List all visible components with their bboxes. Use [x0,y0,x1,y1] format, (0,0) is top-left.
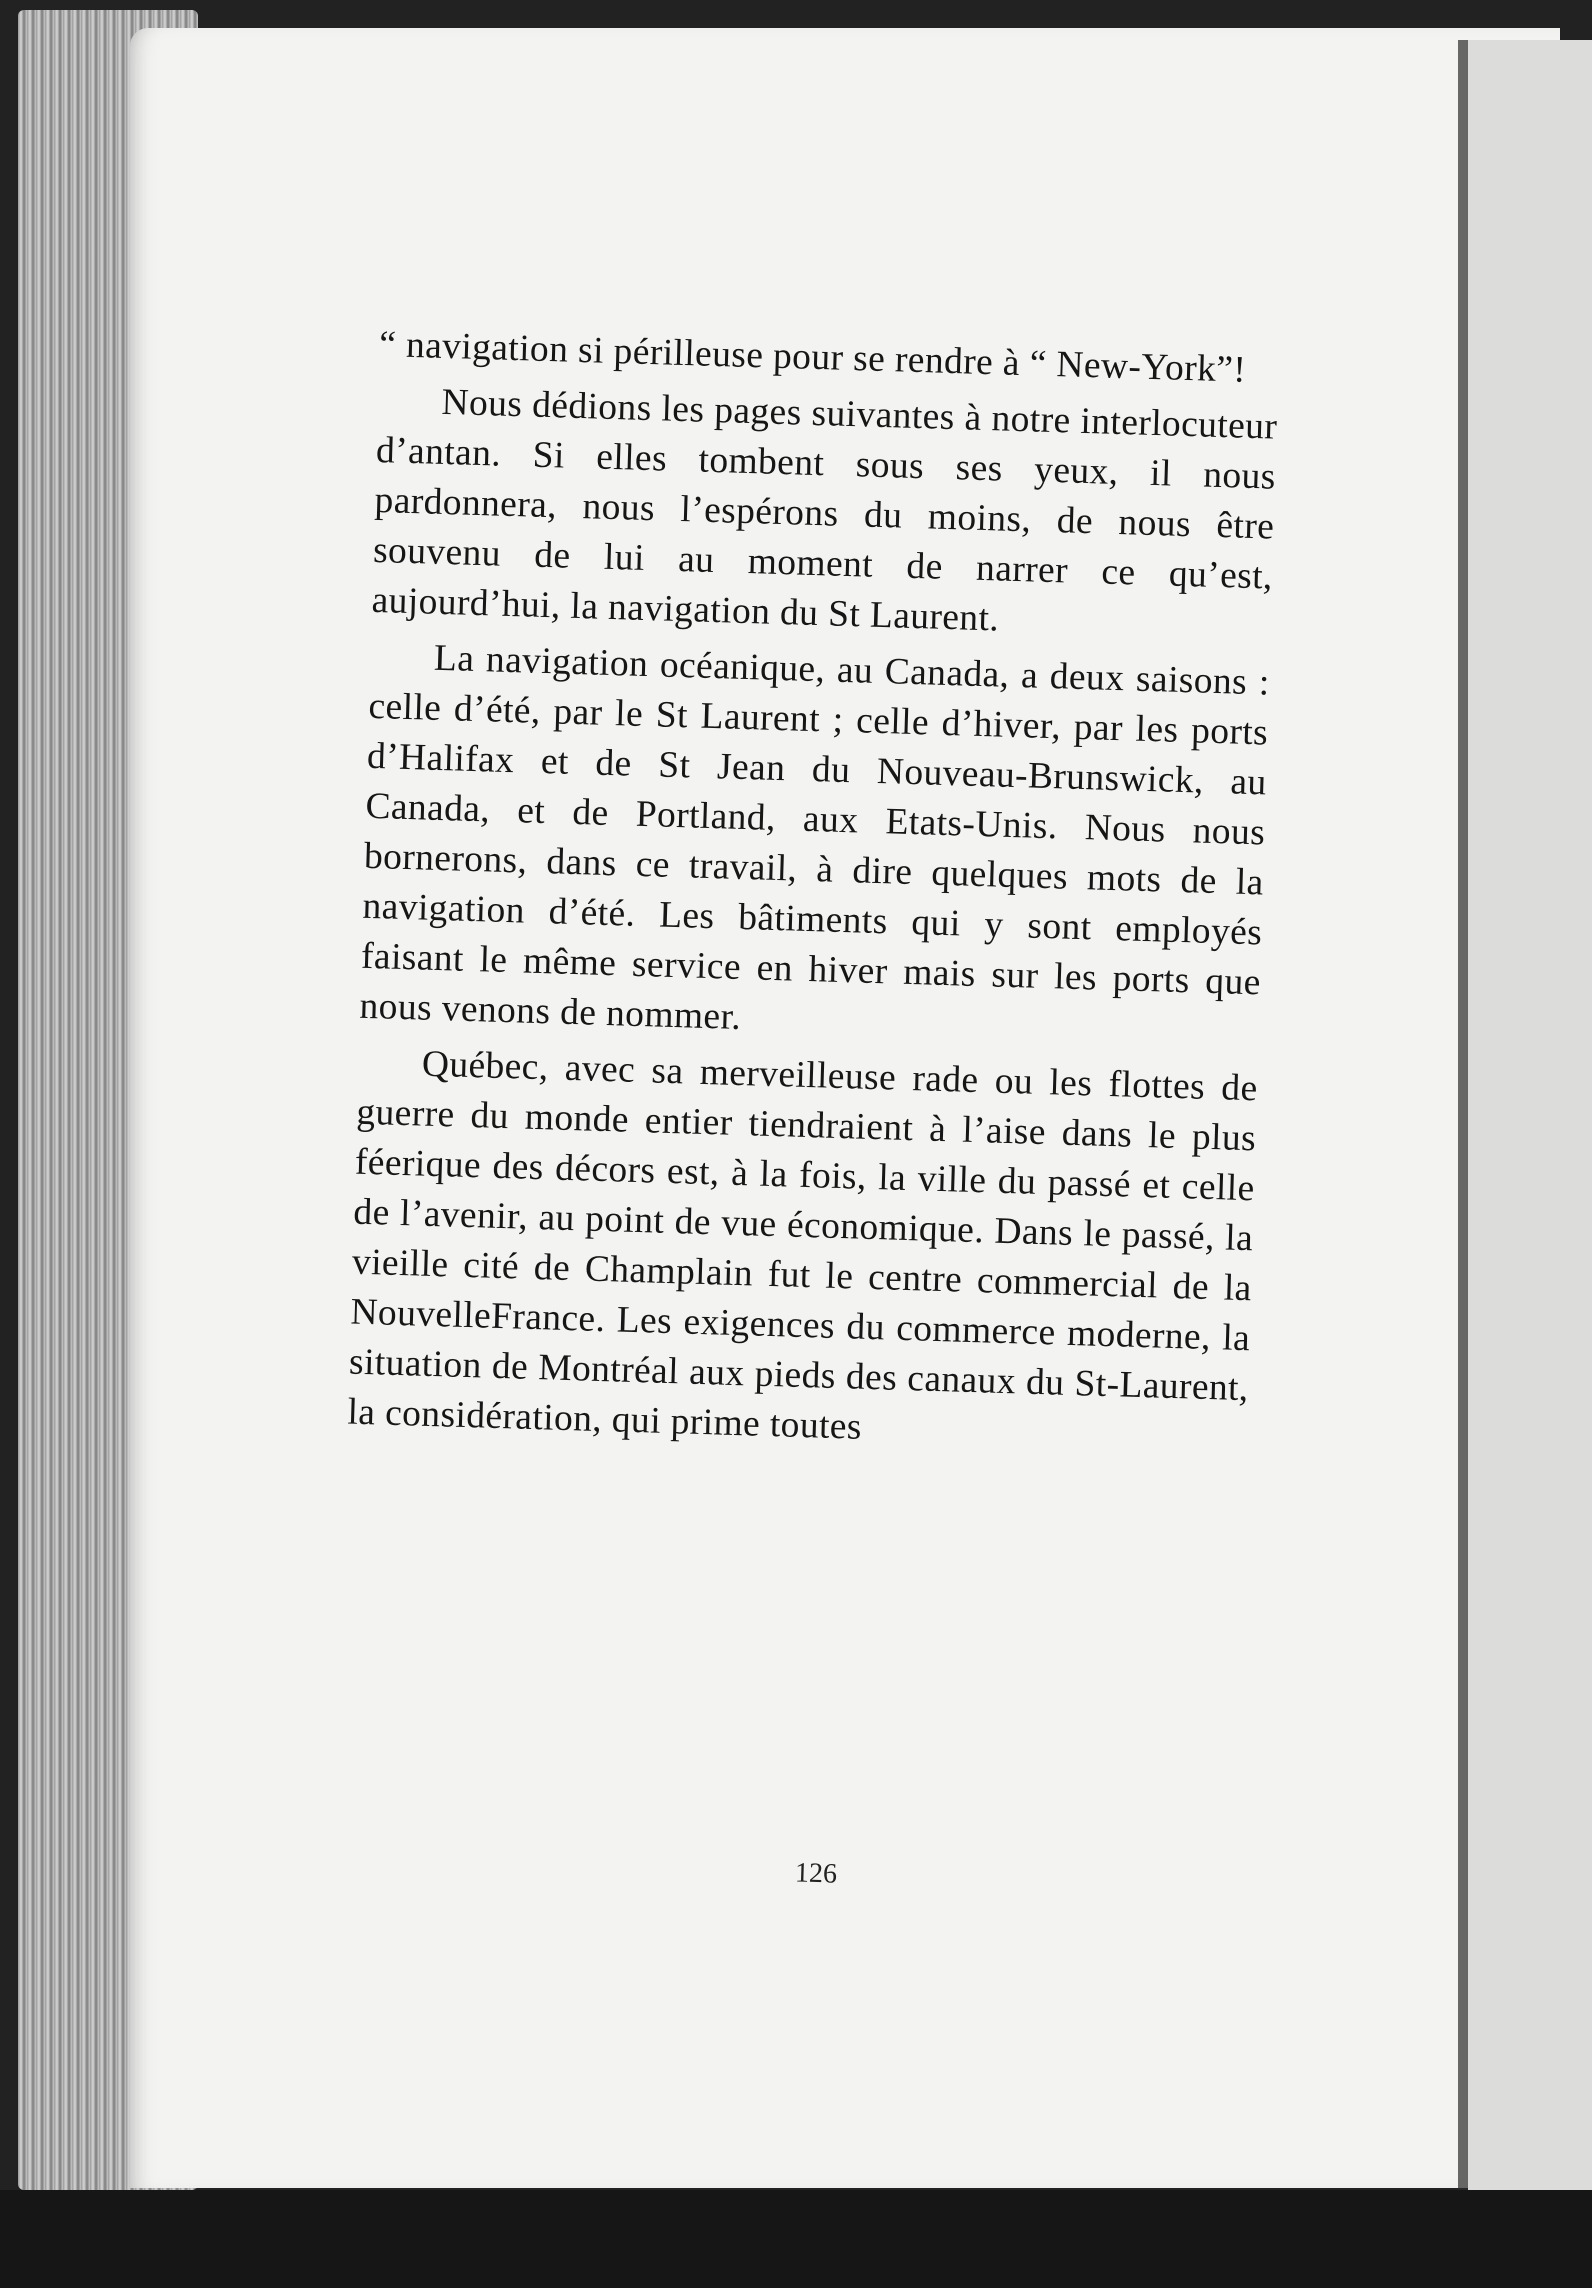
scan-background [0,2190,1592,2288]
paragraph: Québec, avec sa merveilleuse rade ou les flottes de guerre du monde entier tiendraient à l’aise dans le plus féerique des décors est, à la fois, la ville du passé et celle de l’avenir, au point de vue économique. Dans le passé, la vieille cité de Champlain fut le centre commercial de la NouvelleFrance. Les exigences du commerce moderne, la situation de Montréal aux pieds des canaux du St-Laurent, la considération, qui prime toutes [346,1043,1259,1448]
paragraph: La navigation océanique, au Canada, a deux saisons : celle d’été, par le St Laurent ; celle d’hiver, par les ports d’Halifax et de St Jean du Nouveau-Brunswick, au Canada, et de Portland, aux Etats-Unis. Nous nous bornerons, dans ce travail, à dire quelques mots de la navigation d’été. Les bâtiments qui y sont employés faisant le même service en hiver mais sur les ports que nous venons de nommer. [359,637,1271,1039]
page-number: 126 [794,1857,838,1890]
body-text [347,320,1280,1470]
page-gutter-shadow [1458,40,1468,2190]
paragraph: “ navigation si périlleuse pour se rendre à “ New-York”! [378,323,1247,391]
paragraph: Nous dédions les pages suivantes à notre interlocuteur d’antan. Si elles tombent sous ses yeux, il nous pardonnera, nous l’espérons du moins, de nous être souvenu de lui au moment de narrer ce qu’est, aujourd’hui, la navigation du St Laurent. [371,381,1278,640]
facing-page-edge [1468,40,1592,2190]
